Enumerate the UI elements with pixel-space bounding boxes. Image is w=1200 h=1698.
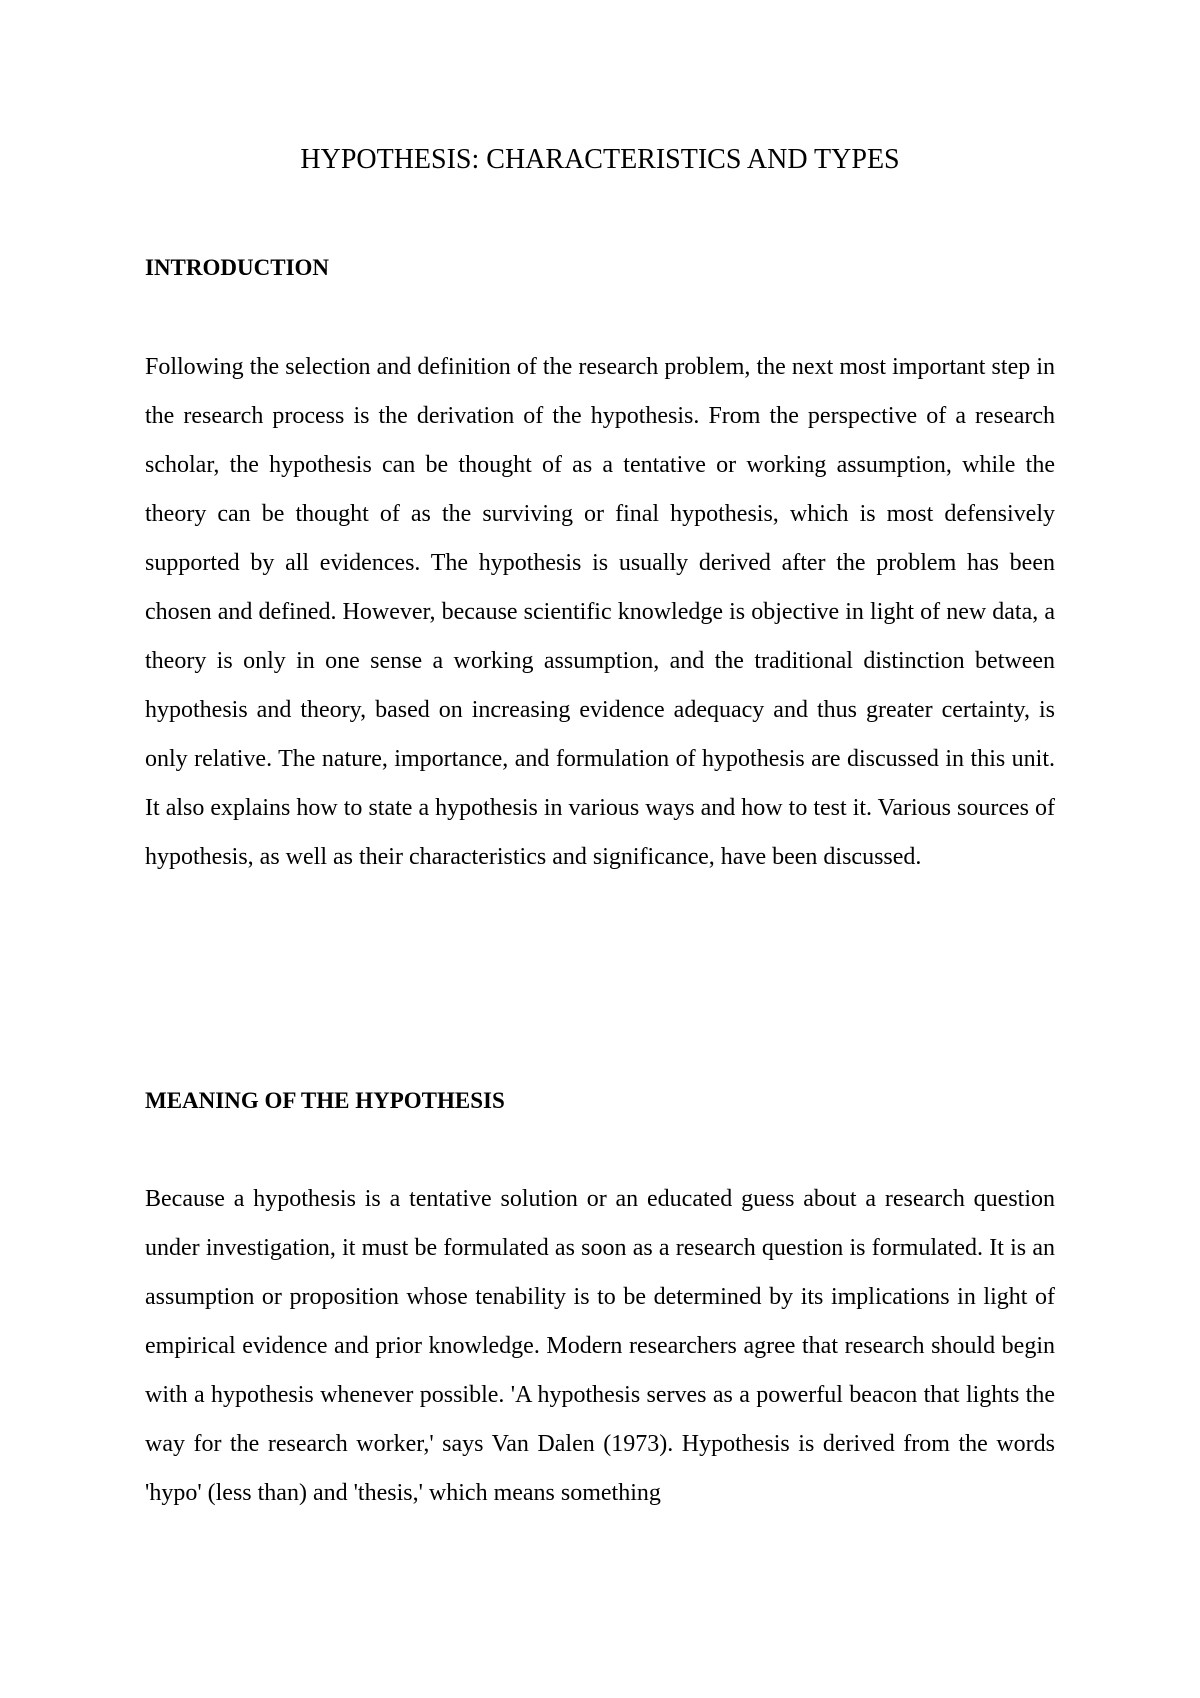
section-heading-introduction: INTRODUCTION [145, 255, 330, 280]
section-heading-meaning: MEANING OF THE HYPOTHESIS [145, 1088, 505, 1113]
document-title: HYPOTHESIS: CHARACTERISTICS AND TYPES [300, 144, 900, 175]
meaning-paragraph: Because a hypothesis is a tentative solution or an educated guess about a research question under investigation, it must be formulated as soon as a research question is formulated. It is an assumption or proposition whose tenability is to be determined by its implications in light of empirical evidence and prior knowledge. Modern researchers agree that research should begin with a hypothesis whenever possible. 'A hypothesis serves as a powerful beacon that lights the way for the research worker,' says Van Dalen (1973). Hypothesis is derived from the words 'hypo' (less than) and 'thesis,' which means something [145, 1186, 1055, 1506]
introduction-paragraph: Following the selection and definition of the research problem, the next most important step in the research process is the derivation of the hypothesis. From the perspective of a research scholar, the hypothesis can be thought of as a tentative or working assumption, while the theory can be thought of as the surviving or final hypothesis, which is most defensively supported by all evidences. The hypothesis is usually derived after the problem has been chosen and defined. However, because scientific knowledge is objective in light of new data, a theory is only in one sense a working assumption, and the traditional distinction between hypothesis and theory, based on increasing evidence adequacy and thus greater certainty, is only relative. The nature, importance, and formulation of hypothesis are discussed in this unit. It also explains how to state a hypothesis in various ways and how to test it. Various sources of hypothesis, as well as their characteristics and significance, have been discussed. [145, 354, 1055, 870]
